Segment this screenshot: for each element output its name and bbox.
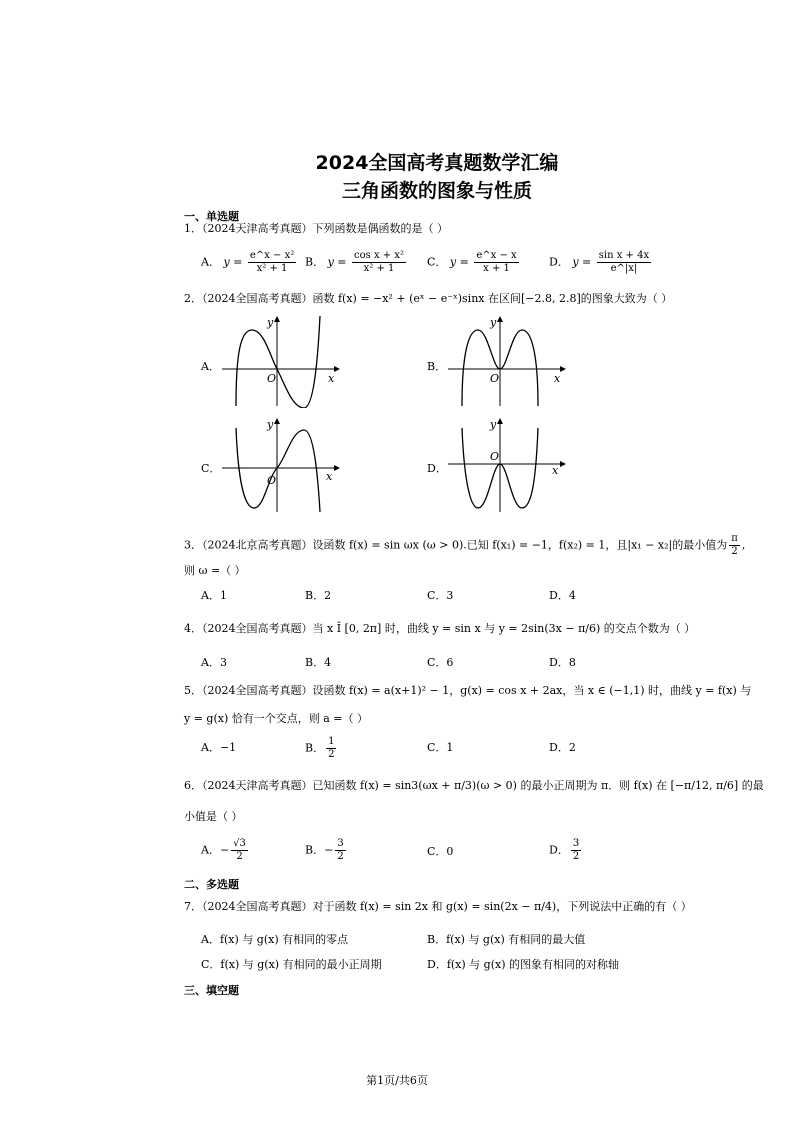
q6-option-b-den: 2	[337, 851, 344, 862]
q3-option-a: A．1	[201, 589, 227, 602]
q1-option-b-den: x² + 1	[363, 263, 395, 274]
q2-a-curve	[236, 316, 320, 408]
q2-graph-c	[222, 418, 342, 514]
q2-a-origin: O	[267, 372, 277, 385]
question-2-stem: 2．（2024全国高考真题）函数 f(x) = −x² + (eˣ − e⁻ˣ)sinx 在区间[−2.8, 2.8]的图象大致为（ ）	[184, 292, 673, 305]
page-footer: 第1页/共6页	[366, 1074, 428, 1087]
q2-c-y-arrow	[274, 418, 280, 424]
q1-option-c-den: x + 1	[483, 263, 510, 274]
q6-option-a-den: 2	[236, 851, 243, 862]
question-3-stem-line1: 3．（2024北京高考真题）设函数 f(x) = sin ωx (ω > 0).已知 f(x₁) = −1，f(x₂) = 1，且|x₁ − x₂|的最小值为 $\frac{\pi}{2}$ ,	[184, 533, 746, 557]
q7-option-b: B．f(x) 与 g(x) 有相同的最大值	[427, 933, 586, 946]
q5-option-b-den: 2	[328, 749, 335, 760]
q5-option-b-label: B．	[305, 741, 325, 755]
q1-option-b-lhs: y =	[327, 255, 347, 269]
q6-option-a: A．− $\frac{√3}{2}$	[201, 838, 246, 862]
q2-d-y-arrow	[497, 418, 503, 424]
q1-option-c-lhs: y =	[449, 255, 469, 269]
q2-b-y-label: y	[490, 316, 497, 329]
q2-a-x-label: x	[328, 372, 335, 385]
q2-option-a-label: A．	[201, 360, 220, 373]
q4-option-d: D．8	[549, 656, 576, 669]
q2-a-y-label: y	[267, 316, 274, 329]
q1-option-a-lhs: y =	[223, 255, 243, 269]
q2-graph-b	[448, 316, 568, 408]
q1-option-b	[305, 250, 408, 275]
q2-a-y-arrow	[274, 316, 280, 322]
q6-option-a-label: A．	[201, 843, 220, 857]
q2-d-y-label: y	[490, 418, 497, 431]
q5-option-a: A．−1	[201, 741, 237, 754]
q2-c-x-arrow	[334, 465, 340, 471]
q5-option-b	[305, 736, 338, 761]
q1-option-c-num: e^x − x	[476, 250, 517, 261]
q1-option-c	[427, 250, 521, 275]
question-7-stem: 7．（2024全国高考真题）对于函数 f(x) = sin 2x 和 g(x) = sin(2x − π/4)，下列说法中正确的有（ ）	[184, 900, 692, 913]
question-6-stem-line1: 6．（2024天津高考真题）已知函数 f(x) = sin3(ωx + π/3)(ω > 0) 的最小正周期为 π．则 f(x) 在 [−π/12, π/6] 的最	[184, 779, 764, 792]
q6-option-d-num: 3	[572, 838, 580, 849]
q2-option-d-label: D．	[427, 462, 447, 475]
q2-d-x-arrow	[560, 461, 566, 467]
q7-option-d: D．f(x) 与 g(x) 的图象有相同的对称轴	[427, 958, 619, 971]
q4-option-b: B．4	[305, 656, 332, 669]
q2-a-x-arrow	[334, 366, 340, 372]
q2-graph-d	[448, 418, 568, 514]
page-subtitle: 三角函数的图象与性质	[341, 180, 532, 202]
q2-b-x-label: x	[554, 372, 561, 385]
q4-option-a: A．3	[201, 656, 227, 669]
q5-option-b-num: 1	[328, 736, 335, 747]
q7-option-a: A．f(x) 与 g(x) 有相同的零点	[201, 933, 349, 946]
q3-frac-num: π	[731, 533, 738, 544]
q1-option-d-num: sin x + 4x	[598, 250, 650, 261]
question-5-stem-line2: y = g(x) 恰有一个交点，则 a =（ ）	[184, 712, 369, 725]
q2-d-x-label: x	[552, 464, 559, 477]
q6-option-d-label: D．	[549, 843, 569, 857]
q2-option-c-label: C．	[201, 462, 221, 475]
q6-option-b-label: B．	[305, 843, 325, 857]
q1-option-b-label: B．	[305, 255, 325, 269]
q3-frac-den: 2	[731, 546, 738, 557]
question-3-stem-line2: 则 ω =（ ）	[184, 564, 246, 577]
q2-b-x-arrow	[560, 366, 566, 372]
q6-option-c: C．0	[427, 845, 454, 858]
question-6-stem-line2: 小值是（ ）	[184, 810, 243, 823]
q2-b-y-arrow	[497, 316, 503, 322]
q1-option-d-label: D．	[549, 255, 569, 269]
q6-option-a-num: √3	[233, 838, 246, 849]
section-heading-fill-in: 三、填空题	[184, 984, 239, 997]
q2-c-curve	[236, 428, 320, 512]
q4-option-c: C．6	[427, 656, 454, 669]
q3-option-d: D．4	[549, 589, 576, 602]
q2-c-origin: O	[267, 474, 277, 487]
q3-stem-text: 3．（2024北京高考真题）设函数 f(x) = sin ωx (ω > 0).已知 f(x₁) = −1，f(x₂) = 1，且|x₁ − x₂|的最小值为	[184, 538, 728, 552]
q3-option-c: C．3	[427, 589, 454, 602]
q1-option-a-num: e^x − x²	[249, 250, 295, 261]
q2-c-y-label: y	[267, 418, 274, 431]
q3-option-b: B．2	[305, 589, 332, 602]
q6-option-d	[549, 838, 583, 863]
question-4-stem: 4．（2024全国高考真题）当 x Î [0, 2π] 时，曲线 y = sin x 与 y = 2sin(3x − π/6) 的交点个数为（ ）	[184, 622, 696, 635]
q7-option-c: C．f(x) 与 g(x) 有相同的最小正周期	[201, 958, 382, 971]
q1-option-d	[549, 250, 653, 275]
q5-option-d: D．2	[549, 741, 576, 754]
q6-option-b: B．− $\frac{3}{2}$	[305, 838, 344, 862]
section-heading-multiple-choice: 二、多选题	[184, 878, 239, 891]
q2-graph-a	[222, 316, 342, 408]
q2-c-x-label: x	[326, 470, 333, 483]
q2-b-origin: O	[490, 372, 500, 385]
q1-option-d-lhs: y =	[572, 255, 592, 269]
question-1-stem: 1．（2024天津高考真题）下列函数是偶函数的是（ ）	[184, 222, 448, 235]
question-5-stem-line1: 5．（2024全国高考真题）设函数 f(x) = a(x+1)² − 1，g(x) = cos x + 2ax，当 x ∈ (−1,1) 时，曲线 y = f(x) 与	[184, 684, 752, 697]
q2-option-b-label: B．	[427, 360, 447, 373]
section-heading-single-choice: 一、单选题	[184, 210, 239, 223]
q1-option-b-num: cos x + x²	[354, 250, 404, 261]
q5-option-c: C．1	[427, 741, 454, 754]
q1-option-d-den: e^|x|	[610, 263, 638, 274]
q2-d-origin: O	[490, 450, 500, 463]
page-title: 2024全国高考真题数学汇编	[315, 152, 559, 174]
q1-option-c-label: C．	[427, 255, 447, 269]
q1-option-a-den: x² + 1	[256, 263, 288, 274]
q1-option-a-label: A．	[201, 255, 220, 269]
q6-option-d-den: 2	[572, 851, 580, 862]
q6-option-b-num: 3	[337, 838, 344, 849]
q1-option-a	[201, 250, 298, 275]
